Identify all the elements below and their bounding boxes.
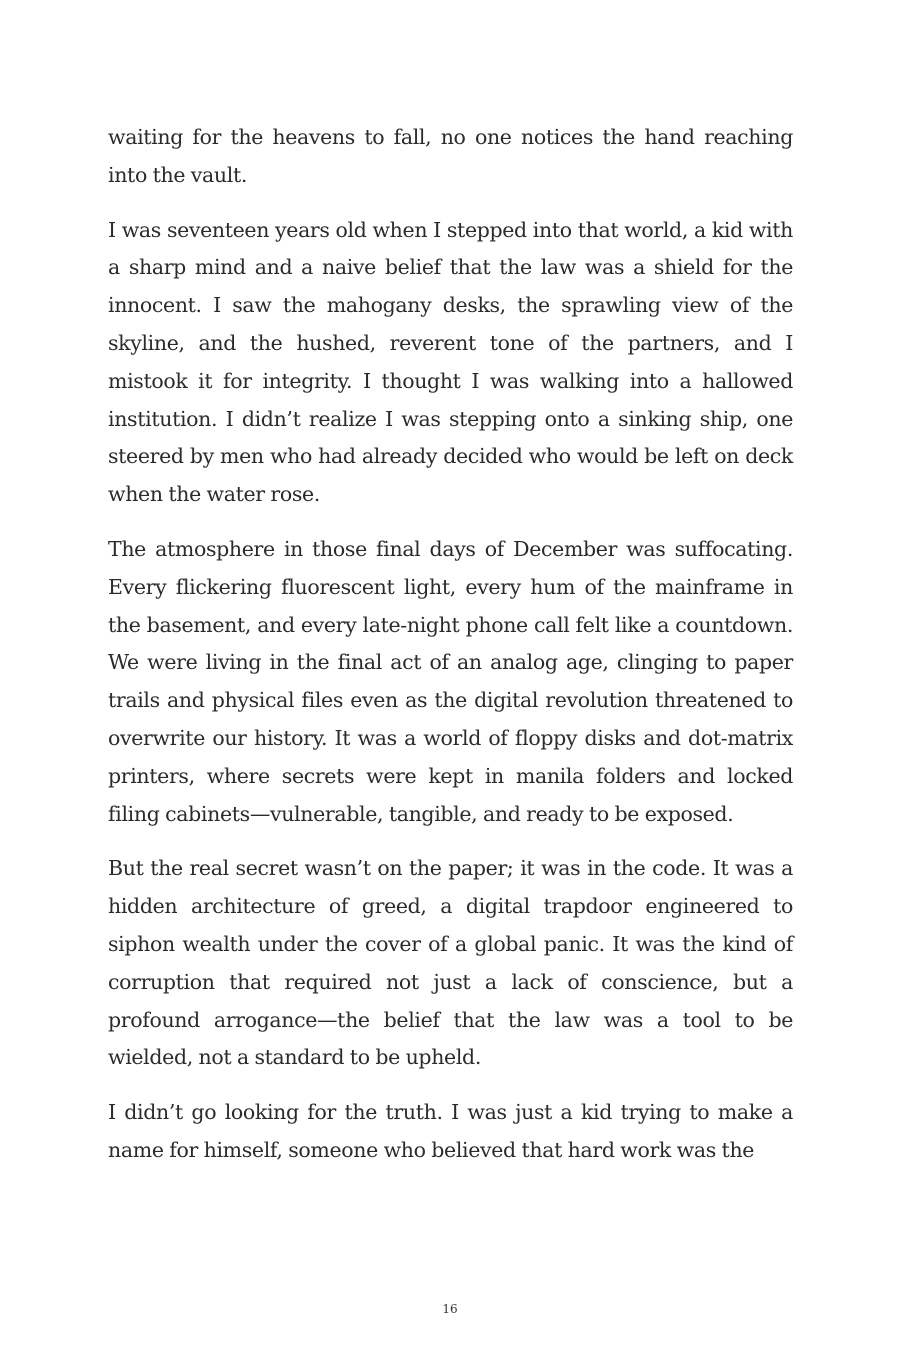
paragraph: But the real secret wasn’t on the paper; it was in the code. It was a hidden architecture of greed, a digital trapdoor engineered to siphon wealth under the cover of a global panic. It was the kind of corruption that required not just a lack of conscience, but a profound arrogance—the belief that the law was a tool to be wielded, not a standard to be upheld. (108, 856, 793, 1070)
page-number: 16 (442, 1302, 458, 1316)
body-text (108, 119, 793, 1187)
paragraph: I was seventeen years old when I stepped into that world, a kid with a sharp mind and a naive belief that the law was a shield for the innocent. I saw the mahogany desks, the sprawling view of the skyline, and the hushed, reverent tone of the partners, and I mistook it for integrity. I thought I was walking into a hallowed institution. I didn’t realize I was stepping onto a sinking ship, one steered by men who had already decided who would be left on deck when the water rose. (108, 217, 793, 507)
paragraph: waiting for the heavens to fall, no one notices the hand reaching into the vault. (108, 125, 793, 187)
paragraph: The atmosphere in those final days of December was suffocating. Every flickering fluorescent light, every hum of the mainframe in the basement, and every late-night phone call felt like a countdown. We were living in the final act of an analog age, clinging to paper trails and physical files even as the digital revolution threatened to overwrite our history. It was a world of floppy disks and dot-matrix printers, where secrets were kept in manila folders and locked filing cabinets—vulnerable, tangible, and ready to be exposed. (108, 536, 793, 826)
paragraph: I didn’t go looking for the truth. I was just a kid trying to make a name for himself, someone who believed that hard work was the (108, 1100, 793, 1162)
